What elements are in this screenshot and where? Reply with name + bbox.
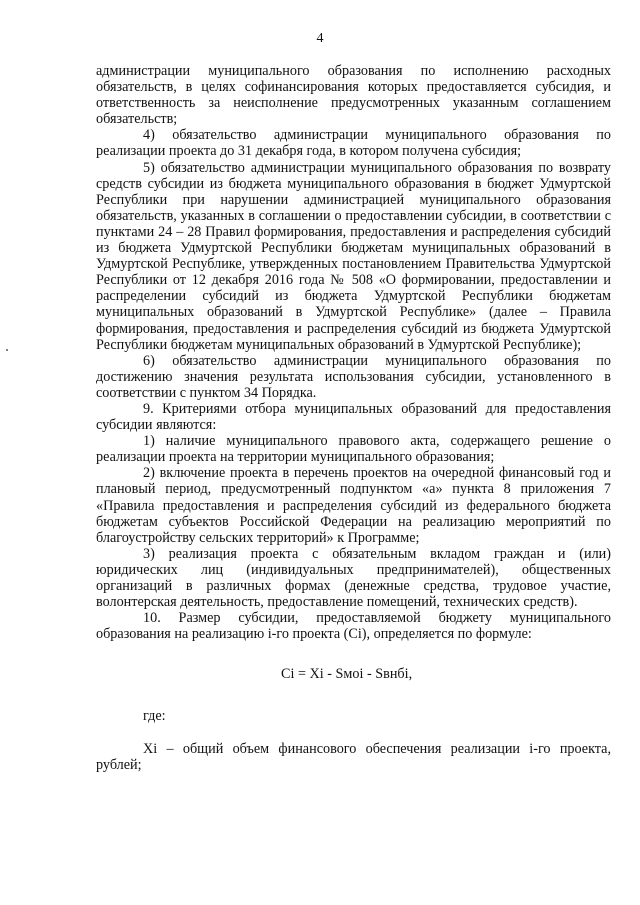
paragraph-criterion-3: 3) реализация проекта с обязательным вкладом граждан и (или) юридических лиц (индивидуальных предпринимателей), общественных организаций в различных формах (денежные средства, трудовое участие, волонтерская деятельность, предоставление помещений, технических средств). bbox=[96, 545, 611, 611]
paragraph-item-6: 6) обязательство администрации муниципального образования по достижению значения результата использования субсидии, установленного в соответствии с пунктом 34 Порядка. bbox=[96, 352, 611, 401]
subsidy-formula: Ci = Xi - Sмoi - Sвнбi, bbox=[281, 666, 413, 683]
paragraph-section-10: 10. Размер субсидии, предоставляемой бюджету муниципального образования на реализацию i-го проекта (Ci), определяется по формуле: bbox=[96, 610, 611, 643]
margin-mark bbox=[6, 349, 8, 351]
paragraph-criterion-2: 2) включение проекта в перечень проектов на очередной финансовый год и плановый период, предусмотренный подпунктом «а» пункта 8 приложения 7 «Правила предоставления и распределения субсидий из федерального бюджета бюджетам субъектов Российской Федерации на реализацию мероприятий по благоустройству сельских территорий» к Программе; bbox=[96, 465, 611, 546]
document-body bbox=[96, 63, 611, 773]
paragraph-item-4: 4) обязательство администрации муниципального образования по реализации проекта до 31 декабря года, в котором получена субсидия; bbox=[96, 127, 611, 160]
where-label: где: bbox=[143, 708, 166, 725]
paragraph-admin-obligations: администрации муниципального образования по исполнению расходных обязательств, в целях софинансирования которых предоставляется субсидия, и ответственность за неисполнение предусмотренных указанным соглашением обязательств; bbox=[96, 63, 611, 128]
paragraph-item-5: 5) обязательство администрации муниципального образования по возврату средств субсидии из бюджета муниципального образования в бюджет Удмуртской Республики при нарушении администрацией муниципального образования обязательств, указанных в соглашении о предоставлении субсидии, в соответствии с пунктами 24 – 28 Правил формирования, предоставления и распределения субсидий из бюджета Удмуртской Республики бюджетам муниципальных образований в Удмуртской Республике, утвержденных постановлением Правительства Удмуртской Республики от 12 декабря 2016 года № 508 «О формировании, предоставлении и распределении субсидий из бюджета Удмуртской Республики бюджетам муниципальных образований в Удмуртской Республике» (далее – Правила формирования, предоставления и распределения субсидий из бюджета Удмуртской Республики бюджетам муниципальных образований в Удмуртской Республике); bbox=[96, 159, 611, 353]
paragraph-criterion-1: 1) наличие муниципального правового акта, содержащего решение о реализации проекта на территории муниципального образования; bbox=[96, 433, 611, 466]
definition-xi: Xi – общий объем финансового обеспечения реализации i-го проекта, рублей; bbox=[96, 740, 611, 773]
page-number: 4 bbox=[316, 31, 324, 46]
paragraph-section-9: 9. Критериями отбора муниципальных образований для предоставления субсидии являются: bbox=[96, 400, 611, 434]
